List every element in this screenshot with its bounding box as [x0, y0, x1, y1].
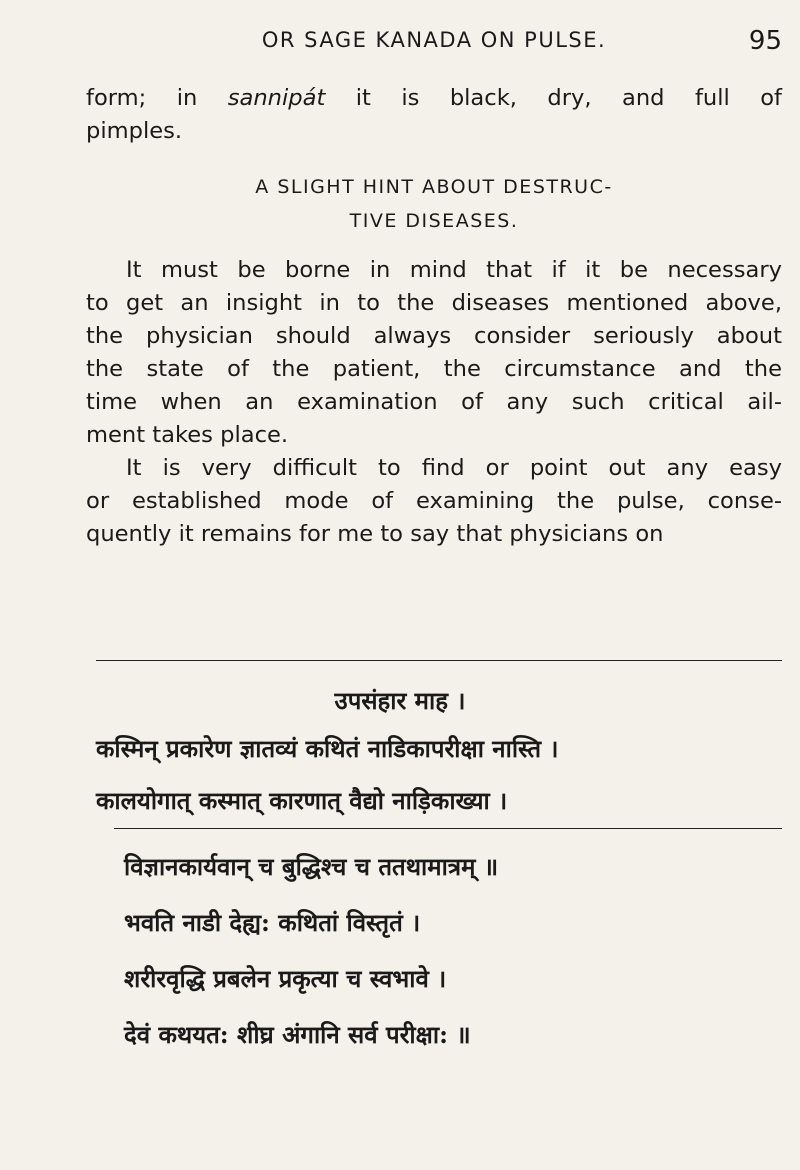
section-heading-line-1: A SLIGHT HINT ABOUT DESTRUC- [255, 176, 613, 198]
italic-term: sannipát [227, 85, 326, 111]
sanskrit-verse-line: कालयोगात् कस्मात् कारणात् वैद्यो नाड़िकाख्या । [96, 786, 508, 815]
paragraph-3-line: It is very difficult to find or point out any easy [126, 455, 782, 481]
sanskrit-heading: उपसंहार माह । [334, 686, 466, 715]
paragraph-1 [86, 82, 782, 148]
top-rule [96, 660, 782, 661]
running-title: OR SAGE KANADA ON PULSE. [261, 28, 607, 52]
paragraph-3-line: or established mode of examining the pulse, conse- [86, 488, 782, 514]
sanskrit-verse-line: शरीरवृद्धि प्रबलेन प्रकृत्या च स्वभावे । [124, 964, 447, 993]
paragraph-2-line: It must be borne in mind that if it be necessary [126, 257, 782, 283]
paragraph-3 [86, 452, 782, 551]
paragraph-1-line-2: pimples. [86, 118, 183, 144]
paragraph-2-line: ment takes place. [86, 422, 289, 448]
sanskrit-verse-line: देवं कथयत: शीघ्र अंगानि सर्व परीक्षा: ॥ [124, 1020, 471, 1049]
paragraph-2 [86, 254, 782, 452]
section-heading-line-2: TIVE DISEASES. [349, 210, 519, 232]
sanskrit-verse-line: कस्मिन् प्रकारेण ज्ञातव्यं कथितं नाडिकापरीक्षा नास्ति । [96, 734, 559, 763]
paragraph-2-line: the state of the patient, the circumstance and the [86, 356, 782, 382]
sanskrit-verse-line: विज्ञानकार्यवान् च बुद्धिश्च च ततथामात्रम् ॥ [124, 852, 499, 881]
running-head [86, 26, 782, 62]
middle-rule [114, 828, 782, 829]
paragraph-2-line: time when an examination of any such critical ail- [86, 389, 782, 415]
paragraph-2-line: the physician should always consider seriously about [86, 323, 782, 349]
paragraph-1-line-1: form; in sannipát it is black, dry, and full of [86, 85, 782, 111]
paragraph-2-line: to get an insight in to the diseases mentioned above, [86, 290, 782, 316]
page-number: 95 [748, 26, 782, 56]
sanskrit-verse-line: भवति नाडी देह्य: कथितां विस्तृतं । [124, 908, 421, 937]
section-heading [86, 170, 782, 238]
paragraph-3-line: quently it remains for me to say that physicians on [86, 521, 664, 547]
